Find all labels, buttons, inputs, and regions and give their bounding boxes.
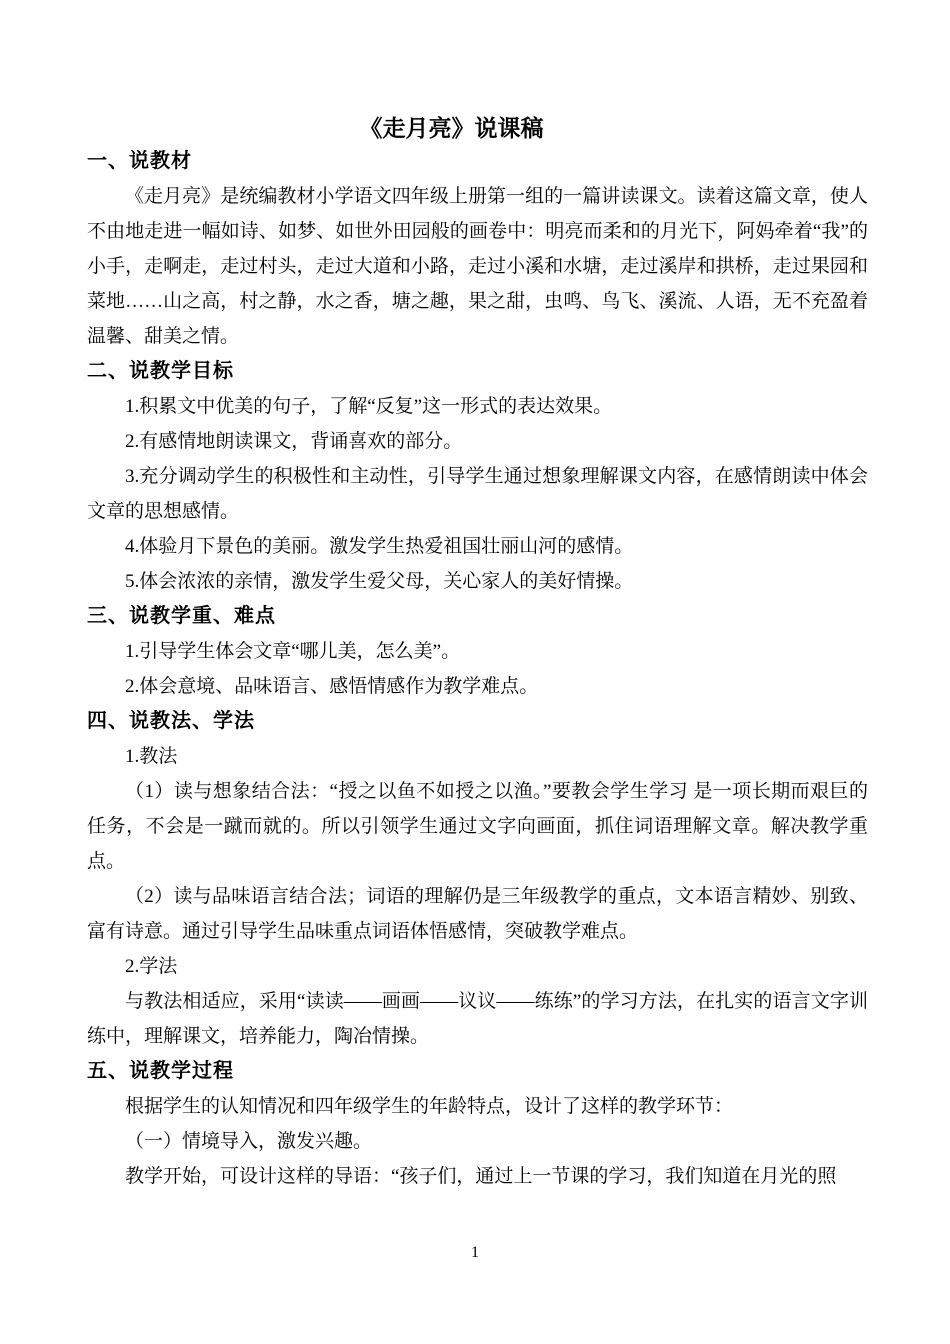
paragraph: 2.有感情地朗读课文，背诵喜欢的部分。: [125, 431, 463, 452]
paragraph: 3.充分调动学生的积极性和主动性，引导学生通过想象理解课文内容，在感情朗读中体会文章的思想感情。: [87, 466, 868, 522]
page-number: 1: [471, 1244, 479, 1261]
section-heading-2: 二、说教学目标: [87, 360, 234, 382]
paragraph: （一）情境导入，激发兴趣。: [125, 1131, 373, 1152]
paragraph: 4.体验月下景色的美丽。激发学生热爱祖国壮丽山河的感情。: [125, 536, 634, 557]
section-heading-5: 五、说教学过程: [87, 1060, 234, 1082]
paragraph: 2.体会意境、品味语言、感悟情感作为教学难点。: [125, 676, 539, 697]
paragraph: 1.引导学生体会文章“哪儿美，怎么美”。: [125, 641, 461, 662]
paragraph: 根据学生的认知情况和四年级学生的年龄特点，设计了这样的教学环节：: [125, 1096, 734, 1117]
paragraph: 1.积累文中优美的句子，了解“反复”这一形式的表达效果。: [125, 396, 613, 417]
paragraph: 2.学法: [125, 956, 178, 977]
paragraph: 与教法相适应，采用“读读——画画——议议——练练”的学习方法，在扎实的语言文字训练中，理解课文，培养能力，陶冶情操。: [87, 991, 868, 1047]
paragraph: 1.教法: [125, 746, 178, 767]
paragraph: （1）读与想象结合法：“授之以鱼不如授之以渔。”要教会学生学习 是一项长期而艰巨的任务，不会是一蹴而就的。所以引领学生通过文字向画面，抓住词语理解文章。解决教学重点。: [87, 781, 868, 872]
paragraph: 5.体会浓浓的亲情，激发学生爱父母，关心家人的美好情操。: [125, 571, 634, 592]
section-heading-1: 一、说教材: [87, 150, 192, 172]
section-heading-4: 四、说教法、学法: [87, 710, 255, 732]
paragraph: （2）读与品味语言结合法；词语的理解仍是三年级教学的重点，文本语言精妙、别致、富有诗意。通过引导学生品味重点词语体悟感情，突破教学难点。: [87, 886, 868, 942]
section-heading-3: 三、说教学重、难点: [87, 605, 276, 627]
document-title: 《走月亮》说课稿: [359, 115, 544, 141]
paragraph: 《走月亮》是统编教材小学语文四年级上册第一组的一篇讲读课文。读着这篇文章，使人不由地走进一幅如诗、如梦、如世外田园般的画卷中：明亮而柔和的月光下，阿妈牵着“我”的小手，走啊走，走过村头，走过大道和小路，走过小溪和水塘，走过溪岸和拱桥，走过果园和菜地……山之高，村之静，水之香，塘之趣，果之甜，虫鸣、鸟飞、溪流、人语，无不充盈着温馨、甜美之情。: [87, 186, 868, 347]
document-body: [87, 112, 868, 1194]
paragraph: 教学开始，可设计这样的导语：“孩子们，通过上一节课的学习，我们知道在月光的照: [125, 1166, 837, 1187]
